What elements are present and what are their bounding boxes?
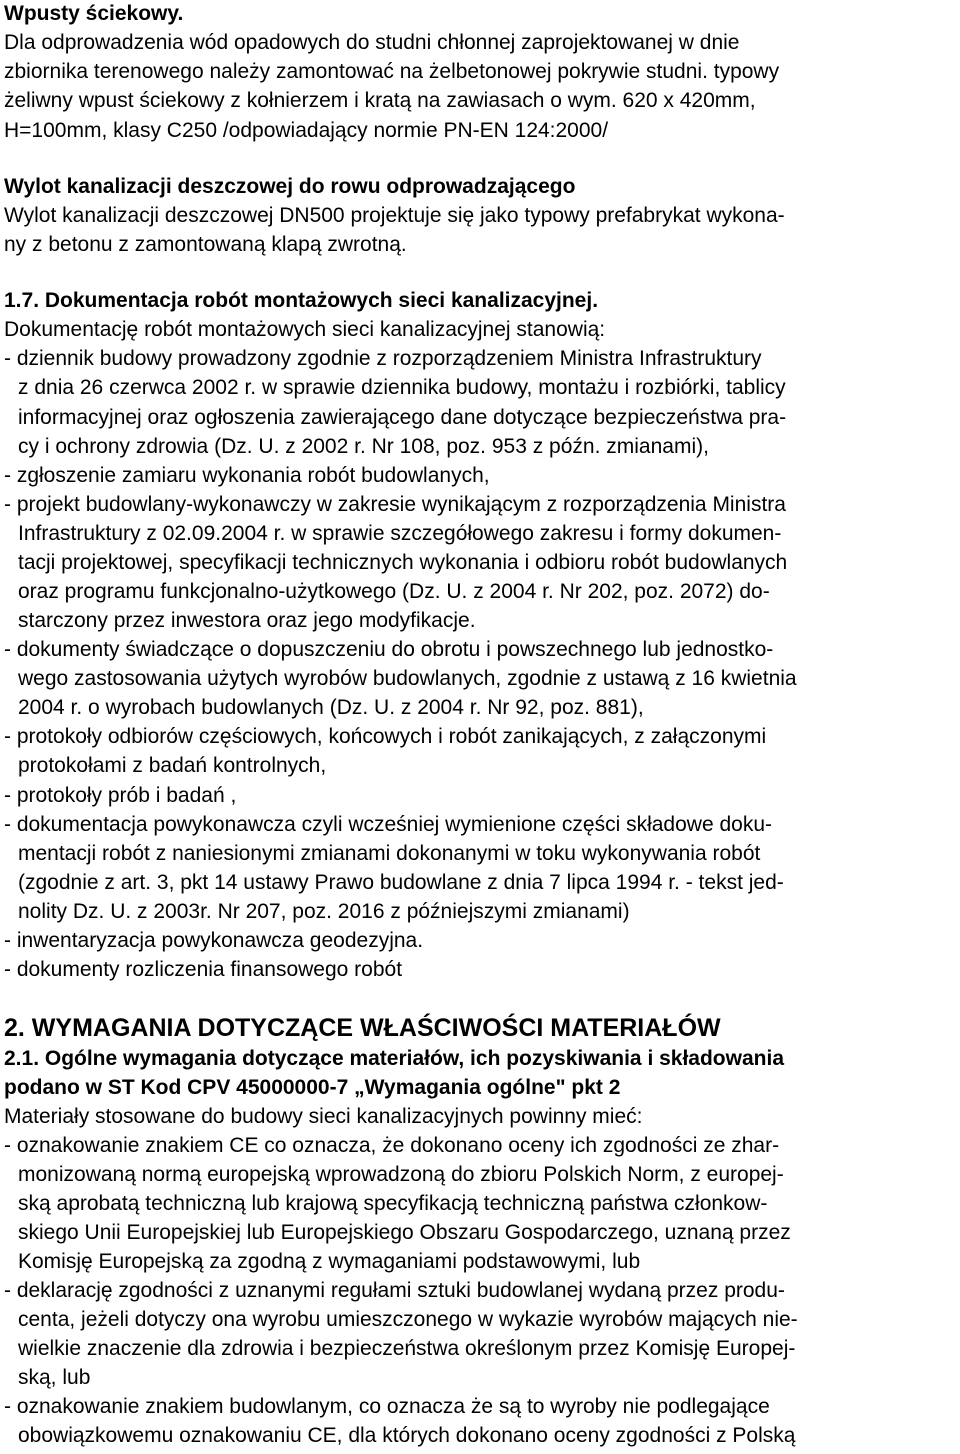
text-line: oraz programu funkcjonalno-użytkowego (Dz. U. z 2004 r. Nr 202, poz. 2072) do-	[18, 580, 770, 603]
text-line: ską aprobatą techniczną lub krajową specyfikacją techniczną państwa członkow-	[18, 1192, 768, 1215]
text-line: tacji projektowej, specyfikacji technicznych wykonania i odbioru robót budowlanych	[18, 551, 788, 574]
heading-line: Wylot kanalizacji deszczowej do rowu odprowadzającego	[4, 175, 576, 198]
text-line: - dokumenty świadczące o dopuszczeniu do obrotu i powszechnego lub jednostko-	[4, 638, 774, 661]
text-line: skiego Unii Europejskiej lub Europejskiego Obszaru Gospodarczego, uznaną przez	[18, 1221, 791, 1244]
text-line: z dnia 26 czerwca 2002 r. w sprawie dziennika budowy, montażu i rozbiórki, tablicy	[18, 376, 786, 399]
text-line: 2004 r. o wyrobach budowlanych (Dz. U. z 2004 r. Nr 92, poz. 881),	[18, 696, 644, 719]
text-line: - dokumenty rozliczenia finansowego robót	[4, 958, 403, 981]
text-line: starczony przez inwestora oraz jego modyfikacje.	[18, 609, 476, 632]
text-line: informacyjnej oraz ogłoszenia zawierającego dane dotyczące bezpieczeństwa pra-	[18, 406, 787, 429]
heading-line: Wpusty ściekowy.	[4, 2, 184, 25]
text-line: protokołami z badań kontrolnych,	[18, 754, 327, 777]
text-line: ską, lub	[18, 1366, 91, 1389]
text-line: - inwentaryzacja powykonawcza geodezyjna.	[4, 929, 424, 952]
text-line: zbiornika terenowego należy zamontować na żelbetonowej pokrywie studni. typowy	[4, 60, 780, 83]
text-line: (zgodnie z art. 3, pkt 14 ustawy Prawo budowlane z dnia 7 lipca 1994 r. - tekst jed-	[18, 871, 784, 894]
text-line: - zgłoszenie zamiaru wykonania robót budowlanych,	[4, 464, 490, 487]
heading-line: 2. WYMAGANIA DOTYCZĄCE WŁAŚCIWOŚCI MATERIAŁÓW	[4, 1014, 721, 1042]
heading-line: 1.7. Dokumentacja robót montażowych sieci kanalizacyjnej.	[4, 289, 599, 312]
text-line: wego zastosowania użytych wyrobów budowlanych, zgodnie z ustawą z 16 kwietnia	[18, 667, 797, 690]
text-line: Dla odprowadzenia wód opadowych do studni chłonnej zaprojektowanej w dnie	[4, 31, 740, 54]
text-line: obowiązkowemu oznakowaniu CE, dla których dokonano oceny zgodności z Polską	[18, 1424, 796, 1447]
text-line: - dziennik budowy prowadzony zgodnie z rozporządzeniem Ministra Infrastruktury	[4, 347, 762, 370]
text-line: Infrastruktury z 02.09.2004 r. w sprawie szczegółowego zakresu i formy dokumen-	[18, 522, 782, 545]
text-line: ny z betonu z zamontowaną klapą zwrotną.	[4, 233, 407, 256]
text-line: - oznakowanie znakiem CE co oznacza, że dokonano oceny ich zgodności ze zhar-	[4, 1134, 780, 1157]
text-line: Dokumentację robót montażowych sieci kanalizacyjnej stanowią:	[4, 318, 606, 341]
text-line: - projekt budowlany-wykonawczy w zakresie wynikającym z rozporządzenia Ministra	[4, 493, 786, 516]
text-line: nolity Dz. U. z 2003r. Nr 207, poz. 2016 z późniejszymi zmianami)	[18, 900, 630, 923]
text-line: Materiały stosowane do budowy sieci kanalizacyjnych powinny mieć:	[4, 1105, 643, 1128]
text-line: mentacji robót z naniesionymi zmianami dokonanymi w toku wykonywania robót	[18, 842, 761, 865]
text-line: - protokoły prób i badań ,	[4, 784, 237, 807]
text-line: wielkie znaczenie dla zdrowia i bezpieczeństwa określonym przez Komisję Europej-	[18, 1337, 796, 1360]
text-line: Wylot kanalizacji deszczowej DN500 projektuje się jako typowy prefabrykat wykona-	[4, 204, 785, 227]
text-line: cy i ochrony zdrowia (Dz. U. z 2002 r. Nr 108, poz. 953 z późn. zmianami),	[18, 435, 709, 458]
heading-line: podano w ST Kod CPV 45000000-7 „Wymagania ogólne" pkt 2	[4, 1076, 621, 1099]
text-line: monizowaną normą europejską wprowadzoną do zbioru Polskich Norm, z europej-	[18, 1163, 784, 1186]
heading-line: 2.1. Ogólne wymagania dotyczące materiałów, ich pozyskiwania i składowania	[4, 1047, 784, 1070]
text-line: - oznakowanie znakiem budowlanym, co oznacza że są to wyroby nie podlegające	[4, 1395, 770, 1418]
text-line: centa, jeżeli dotyczy ona wyrobu umieszczonego w wykazie wyrobów mających nie-	[18, 1308, 798, 1331]
text-line: Komisję Europejską za zgodną z wymaganiami podstawowymi, lub	[18, 1250, 641, 1273]
text-line: - deklarację zgodności z uznanymi regułami sztuki budowlanej wydaną przez produ-	[4, 1279, 785, 1302]
text-line: żeliwny wpust ściekowy z kołnierzem i kratą na zawiasach o wym. 620 x 420mm,	[4, 89, 756, 112]
text-line: - protokoły odbiorów częściowych, końcowych i robót zanikających, z załączonymi	[4, 725, 767, 748]
text-line: H=100mm, klasy C250 /odpowiadający normie PN-EN 124:2000/	[4, 119, 609, 142]
text-line: - dokumentacja powykonawcza czyli wcześniej wymienione części składowe doku-	[4, 813, 772, 836]
